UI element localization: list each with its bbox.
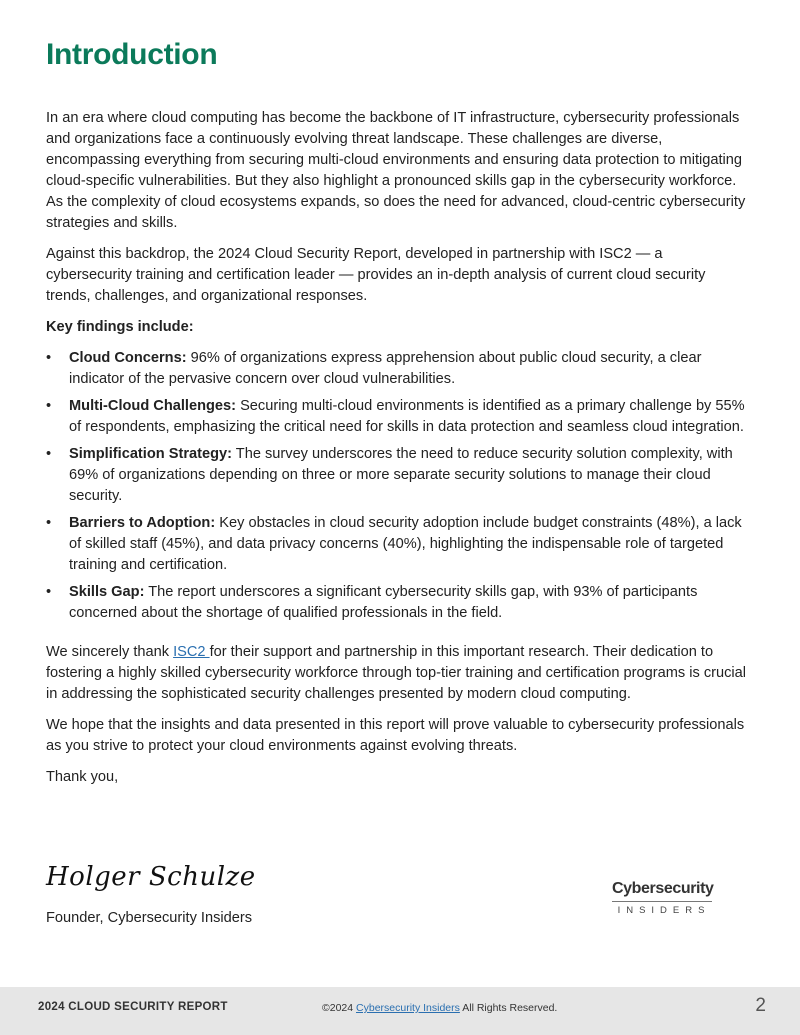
page-number: 2 <box>755 995 766 1016</box>
finding-item <box>46 582 746 624</box>
closing-text: Thank you, <box>46 769 119 785</box>
finding-label: Skills Gap: <box>69 584 145 600</box>
finding-text: Key obstacles in cloud security adoption include budget constraints (48%), a lack of skilled staff (45%), and data privacy concerns (40%), highlighting the indispensable role of targeted training and certification. <box>69 515 742 573</box>
thanks-pre: We sincerely thank <box>46 644 174 660</box>
bullet: • <box>46 515 52 531</box>
copyright-post: All Rights Reserved. <box>459 1002 558 1014</box>
hope-paragraph: We hope that the insights and data presented in this report will prove valuable to cybersecurity professionals as you strive to protect your cloud environments against evolving threats. <box>46 717 745 754</box>
signature: Holger Schulze <box>46 862 256 892</box>
finding-label: Multi-Cloud Challenges: <box>69 398 237 414</box>
cybersecurity-insiders-link[interactable]: Cybersecurity Insiders <box>356 1002 460 1014</box>
copyright-pre: ©2024 <box>322 1002 357 1014</box>
finding-item <box>46 348 746 390</box>
isc2-link[interactable]: ISC2 <box>173 644 210 660</box>
footer-report-name: 2024 CLOUD SECURITY REPORT <box>38 1001 228 1013</box>
thanks-post: for their support and partnership in this important research. Their dedication to fostering a highly skilled cybersecurity workforce through top-tier training and certification programs is crucial in addressing the sophisticated security challenges presented by modern cloud computing. <box>46 644 746 702</box>
finding-item <box>46 444 746 507</box>
finding-item <box>46 513 746 576</box>
finding-text: The report underscores a significant cybersecurity skills gap, with 93% of participants concerned about the shortage of qualified professionals in the field. <box>69 584 698 621</box>
finding-item <box>46 396 746 438</box>
finding-label: Barriers to Adoption: <box>69 515 216 531</box>
thanks-paragraph <box>46 642 746 705</box>
finding-text: Securing multi-cloud environments is identified as a primary challenge by 55% of respondents, emphasizing the critical need for skills in data protection and seamless cloud integration. <box>69 398 745 435</box>
bullet: • <box>46 446 52 462</box>
logo-main-text: Cybersecurity <box>612 880 714 897</box>
finding-label: Simplification Strategy: <box>69 446 232 462</box>
finding-text: 96% of organizations express apprehension about public cloud security, a clear indicator of the pervasive concern over cloud vulnerabilities. <box>69 350 702 387</box>
body-text <box>46 108 746 798</box>
logo-sub-text: INSIDERS <box>617 905 711 916</box>
key-findings-list <box>46 348 746 624</box>
backdrop-paragraph: Against this backdrop, the 2024 Cloud Security Report, developed in partnership with ISC2 — a cybersecurity training and certification leader — provides an in-depth analysis of current cloud security trends, challenges, and organizational responses. <box>46 246 706 304</box>
page-title: Introduction <box>46 38 218 71</box>
finding-text: The survey underscores the need to reduce security solution complexity, with 69% of organizations depending on three or more separate security solutions to manage their cloud security. <box>69 446 733 504</box>
bullet: • <box>46 350 52 366</box>
footer <box>0 987 800 1035</box>
cybersecurity-insiders-logo <box>612 880 712 917</box>
founder-title: Founder, Cybersecurity Insiders <box>46 910 253 926</box>
finding-label: Cloud Concerns: <box>69 350 187 366</box>
key-findings-heading: Key findings include: <box>46 319 194 335</box>
logo-divider <box>612 901 712 902</box>
bullet: • <box>46 398 52 414</box>
footer-copyright <box>322 1002 557 1014</box>
intro-paragraph: In an era where cloud computing has become the backbone of IT infrastructure, cybersecurity professionals and organizations face a continuously evolving threat landscape. These challenges are diverse, encompassing everything from securing multi-cloud environments and ensuring data protection to mitigating cloud-specific vulnerabilities. But they also highlight a pronounced skills gap in the cybersecurity workforce. As the complexity of cloud ecosystems expands, so does the need for advanced, cloud-centric cybersecurity strategies and skills. <box>46 110 746 231</box>
bullet: • <box>46 584 52 600</box>
